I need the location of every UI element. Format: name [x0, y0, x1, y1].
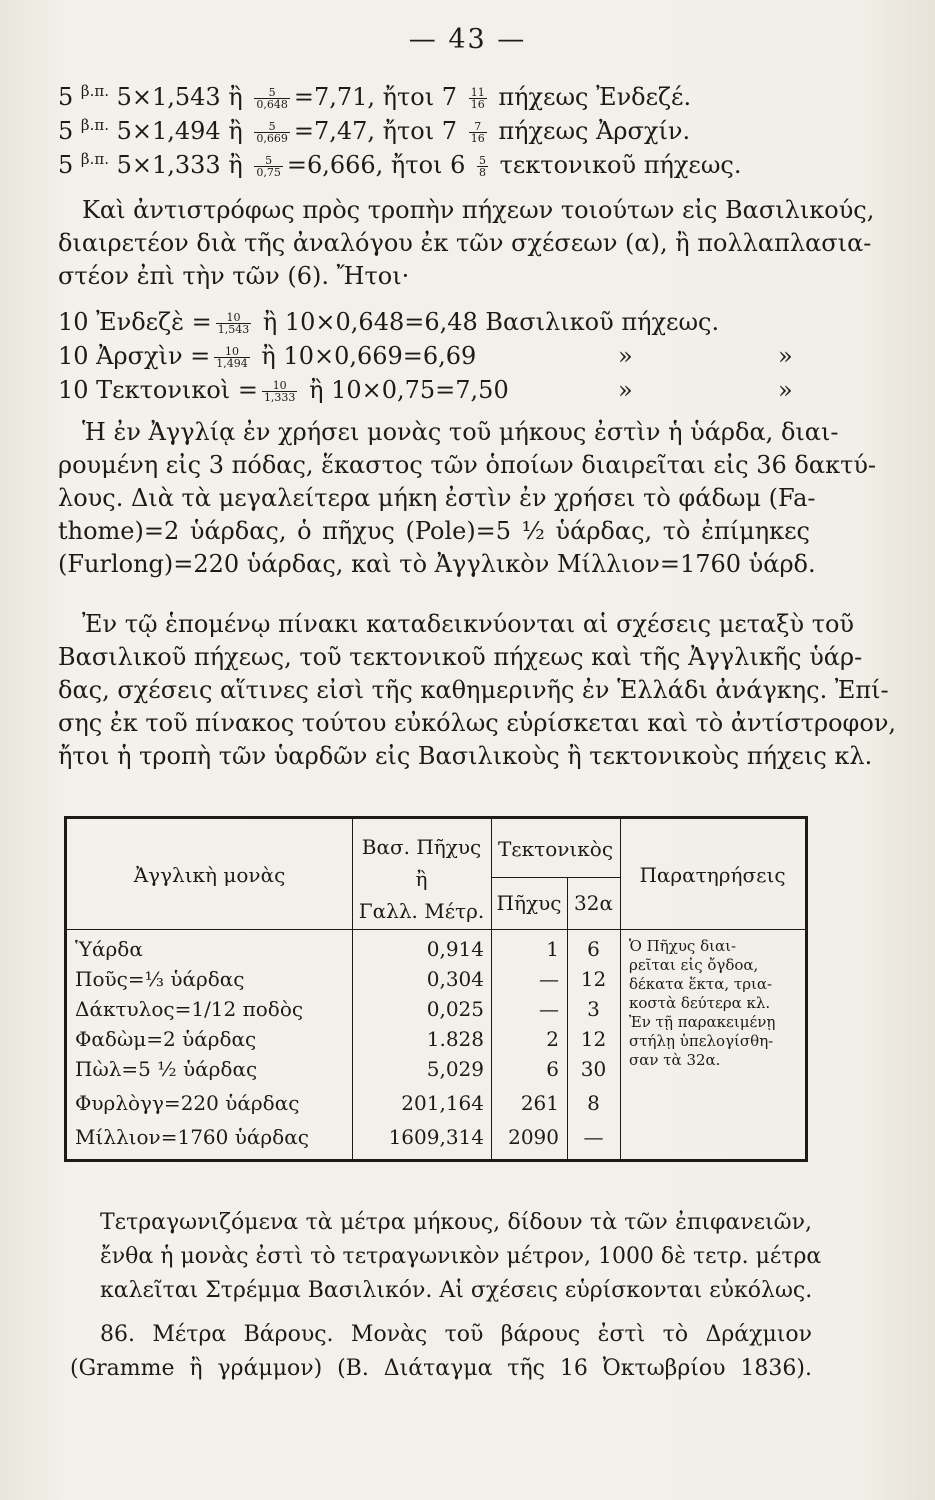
row-t32: 3 — [587, 997, 600, 1021]
rev-lhs: 10 Ἐνδεζὲ = — [58, 308, 212, 336]
rev-lhs: 10 Ἀρσχὶν = — [58, 342, 211, 370]
english-paragraph — [58, 416, 877, 581]
conv-unit: β.π. — [80, 82, 109, 100]
row-t32: — — [583, 1125, 604, 1149]
text-line: Βασιλικοῦ πήχεως, τοῦ τεκτονικοῦ πήχεως καὶ τῆς Ἀγγλικῆς ὑάρ- — [58, 643, 863, 671]
table-intro-paragraph — [58, 608, 897, 773]
row-pix: 1 — [546, 937, 559, 961]
row-pix: 6 — [546, 1057, 559, 1081]
row-t32: 8 — [587, 1091, 600, 1115]
row-pix: 2 — [546, 1027, 559, 1051]
text-line: ρουμένη εἰς 3 πόδας, ἕκαστος τῶν ὁποίων διαιρεῖται εἰς 36 δακτύ- — [58, 451, 877, 479]
header-bas-1: Βασ. Πῆχυς — [361, 835, 482, 859]
text-line: (Gramme ἢ γράμμον) (Β. Διάταγμα τῆς 16 Ὀκτωβρίου 1836). — [70, 1356, 812, 1381]
conv-unit: β.π. — [80, 116, 109, 134]
ditto-mark: » — [778, 376, 793, 404]
row-bas: 0,025 — [426, 997, 484, 1021]
ditto-mark: » — [778, 342, 793, 370]
header-unit: Ἀγγλικὴ μονὰς — [133, 863, 286, 887]
conv-expr: 5×1,333 ἢ — [108, 151, 251, 179]
conv-expr: 5×1,543 ἢ — [108, 83, 251, 111]
fraction: $\frac{10}{1,333}$ — [263, 379, 296, 404]
row-bas: 201,164 — [401, 1091, 484, 1115]
header-divider — [67, 929, 805, 930]
text-line: λους. Διὰ τὰ μεγαλείτερα μήκη ἐστὶν ἐν χρήσει τὸ φάδωμ (Fa- — [58, 484, 816, 512]
conv-result: =7,71, ἤτοι 7 — [293, 83, 465, 111]
fraction: $\frac{10}{1,494}$ — [216, 345, 248, 370]
header-tekt: Τεκτονικὸς — [497, 837, 614, 861]
text-line: Καὶ ἀντιστρόφως πρὸς τροπὴν πήχεων τοιούτων εἰς Βασιλικούς, — [82, 196, 875, 224]
text-line: (Furlong)=220 ὑάρδας, καὶ τὸ Ἀγγλικὸν Μίλλιον=1760 ὑάρδ. — [58, 550, 816, 578]
header-divider — [491, 877, 620, 878]
text-line: δας, σχέσεις αἵτινες εἰσὶ τῆς καθημερινῆς ἐν Ἑλλάδι ἀνάγκης. Ἐπί- — [58, 676, 889, 704]
conv-tail: πήχεως Ἀρσχίν. — [490, 117, 691, 145]
rev-lhs: 10 Τεκτονικοὶ = — [58, 376, 258, 404]
conv-prefix: 5 — [58, 83, 81, 111]
text-line: ἤτοι ἡ τροπὴ τῶν ὑαρδῶν εἰς Βασιλικοὺς ἢ τεκτονικοὺς πήχεις κλ. — [58, 742, 873, 770]
fraction: $\frac{11}{16}$ — [470, 86, 485, 111]
header-tekt-pix: Πῆχυς — [496, 891, 562, 915]
row-pix: — — [539, 997, 559, 1021]
weight-paragraph — [70, 1318, 812, 1386]
header-bas-3: Γαλλ. Μέτρ. — [358, 899, 485, 923]
row-unit: Ὑάρδα — [75, 937, 143, 961]
fraction: $\frac{5}{0,648}$ — [256, 86, 288, 111]
text-line: στέον ἐπὶ τὴν τῶν (6). Ἤτοι· — [58, 262, 410, 290]
conv-tail: πήχεως Ἐνδεζέ. — [490, 83, 692, 111]
intro-paragraph — [58, 194, 875, 293]
conv-result: =7,47, ἤτοι 7 — [293, 117, 465, 145]
text-line: ἔνθα ἡ μονὰς ἐστὶ τὸ τετραγωνικὸν μέτρον, 1000 δὲ τετρ. μέτρα — [100, 1244, 822, 1269]
row-unit: Φαδὼμ=2 ὑάρδας — [75, 1027, 257, 1051]
text-line: καλεῖται Στρέμμα Βασιλικόν. Αἱ σχέσεις εὑρίσκονται εὐκόλως. — [100, 1278, 813, 1303]
row-unit: Φυρλὸγγ=220 ὑάρδας — [75, 1091, 300, 1115]
row-t32: 6 — [587, 937, 600, 961]
text-line: thome)=2 ὑάρδας, ὁ πῆχυς (Pole)=5 ½ ὑάρδας, τὸ ἐπίμηκες — [58, 517, 810, 545]
row-t32: 12 — [580, 967, 607, 991]
reverse-line — [58, 308, 808, 336]
row-bas: 5,029 — [426, 1057, 484, 1081]
text-line: 86. Μέτρα Βάρους. Μονὰς τοῦ βάρους ἐστὶ τὸ Δράχμιον — [100, 1322, 812, 1347]
row-bas: 1.828 — [426, 1027, 484, 1051]
row-unit: Πὼλ=5 ½ ὑάρδας — [75, 1057, 258, 1081]
row-pix: 261 — [520, 1091, 559, 1115]
conv-prefix: 5 — [58, 151, 81, 179]
rev-rhs: ἢ 10×0,648=6,48 Βασιλικοῦ πήχεως. — [255, 308, 720, 336]
conversion-line — [58, 116, 808, 145]
text-line: διαιρετέον διὰ τῆς ἀναλόγου ἐκ τῶν σχέσεων (α), ἢ πολλαπλασια- — [58, 229, 872, 257]
row-pix: 2090 — [508, 1125, 559, 1149]
text-line: Ἡ ἐν Ἀγγλίᾳ ἐν χρήσει μονὰς τοῦ μήκους ἐστὶν ἡ ὑάρδα, διαι- — [82, 418, 839, 446]
rev-rhs: ἢ 10×0,75=7,50 — [301, 376, 509, 404]
conv-result: =6,666, ἤτοι 6 — [286, 151, 473, 179]
fraction: $\frac{5}{0,75}$ — [256, 154, 281, 179]
square-measures-paragraph — [100, 1206, 822, 1308]
text-line: Τετραγωνιζόμενα τὰ μέτρα μήκους, δίδουν τὰ τῶν ἐπιφανειῶν, — [100, 1210, 812, 1235]
row-unit: Δάκτυλος=1/12 ποδὸς — [75, 997, 304, 1021]
fraction: $\frac{10}{1,543}$ — [217, 311, 250, 336]
ditto-mark: » — [618, 342, 633, 370]
row-t32: 30 — [580, 1057, 607, 1081]
row-bas: 1609,314 — [388, 1125, 484, 1149]
header-bas-2: ἢ — [415, 867, 428, 891]
units-table — [64, 816, 808, 1162]
row-bas: 0,914 — [426, 937, 484, 961]
conv-unit: β.π. — [80, 150, 109, 168]
row-bas: 0,304 — [426, 967, 484, 991]
row-t32: 12 — [580, 1027, 607, 1051]
conv-expr: 5×1,494 ἢ — [108, 117, 251, 145]
reverse-line — [58, 342, 808, 370]
header-remarks: Παρατηρήσεις — [639, 863, 786, 887]
row-pix: — — [539, 967, 559, 991]
conv-tail: τεκτονικοῦ πήχεως. — [491, 151, 742, 179]
header-tekt-32: 32α — [574, 891, 613, 915]
reverse-line — [58, 376, 808, 404]
remarks-text: Ὁ Πῆχυς διαι- ρεῖται εἰς ὄγδοα, δέκατα ἕκτα, τρια- κοστὰ δεύτερα κλ. Ἐν τῇ παρακειμένῃ στήλῃ ὑπελογίσθη- σαν τὰ 32α. — [629, 937, 776, 1069]
text-line: σης ἐκ τοῦ πίνακος τούτου εὐκόλως εὑρίσκεται καὶ τὸ ἀντίστροφον, — [58, 709, 897, 737]
page-number: — 43 — — [408, 24, 527, 55]
fraction: $\frac{5}{0,669}$ — [256, 120, 288, 145]
text-line: Ἐν τῷ ἑπομένῳ πίνακι καταδεικνύονται αἱ σχέσεις μεταξὺ τοῦ — [82, 610, 855, 638]
ditto-mark: » — [618, 376, 633, 404]
conversion-line — [58, 82, 808, 111]
row-unit: Μίλλιον=1760 ὑάρδας — [75, 1125, 309, 1149]
conv-prefix: 5 — [58, 117, 81, 145]
fraction: $\frac{7}{16}$ — [470, 120, 485, 145]
fraction: $\frac{5}{8}$ — [478, 154, 486, 179]
rev-rhs: ἢ 10×0,669=6,69 — [253, 342, 477, 370]
row-unit: Ποῦς=⅓ ὑάρδας — [75, 967, 245, 991]
conversion-line — [58, 150, 808, 179]
